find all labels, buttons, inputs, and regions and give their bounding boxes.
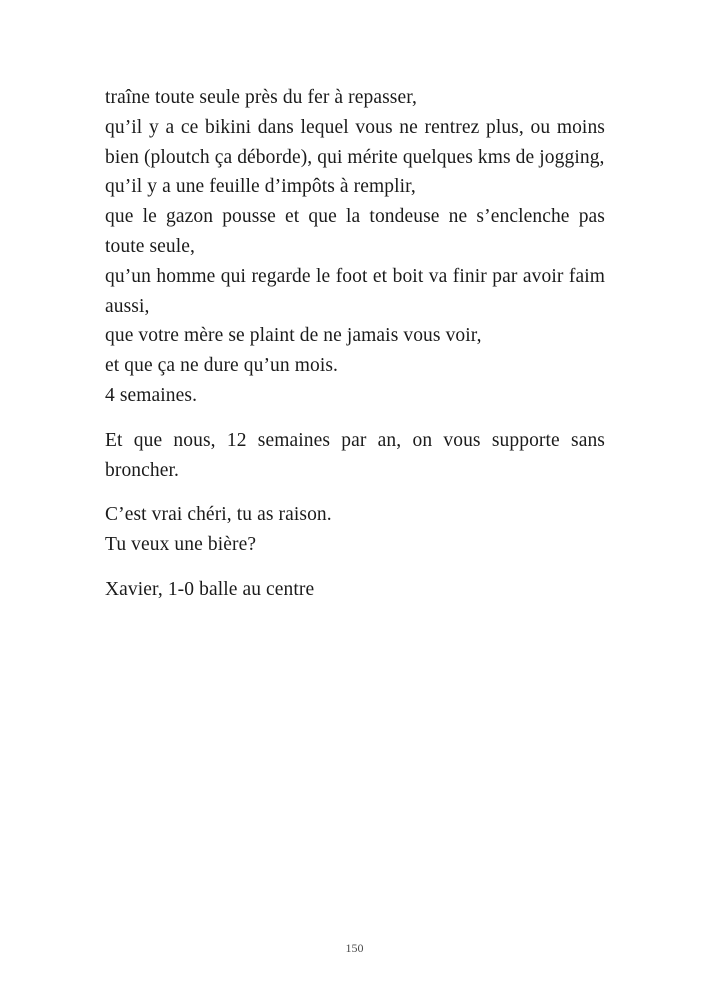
paragraph: que le gazon pousse et que la tondeuse ne s’enclenche pas toute seule, [105, 206, 605, 257]
paragraph: qu’un homme qui regarde le foot et boit va finir par avoir faim aussi, [105, 265, 605, 317]
paragraph: traîne toute seule près du fer à repasser, [105, 87, 418, 108]
paragraph: et que ça ne dure qu’un mois. [105, 355, 339, 377]
paragraph: Tu veux une bière? [105, 534, 257, 556]
paragraph: Et que nous, 12 semaines par an, on vous supporte sans broncher. [105, 429, 605, 481]
paragraph: qu’il y a ce bikini dans lequel vous ne rentrez plus, ou moins bien (ploutch ça déborde), qui mérite quelques kms de jogging, [105, 116, 605, 168]
paragraph-block-support [105, 426, 605, 486]
paragraph-block-reply [105, 500, 605, 560]
page-body-text [105, 83, 605, 605]
paragraph-block-signature [105, 575, 605, 605]
page-number: 150 [345, 941, 364, 955]
paragraph-block-intro [105, 83, 605, 411]
paragraph: 4 semaines. [105, 384, 198, 406]
paragraph: Xavier, 1-0 balle au centre [105, 578, 315, 600]
paragraph: que votre mère se plaint de ne jamais vous voir, [105, 325, 482, 347]
paragraph: C’est vrai chéri, tu as raison. [105, 504, 332, 526]
paragraph: qu’il y a une feuille d’impôts à remplir, [105, 176, 416, 198]
